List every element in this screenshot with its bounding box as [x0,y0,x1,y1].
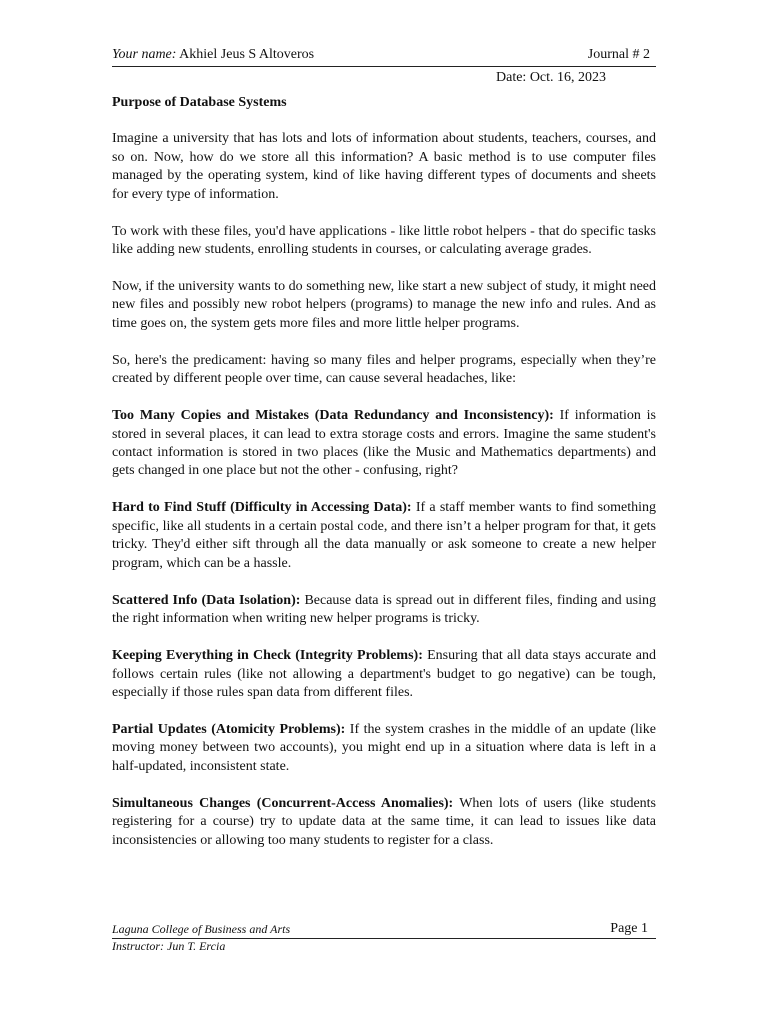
problem-text: When lots of users (like students registering for a course) try to update data at the same time, it can lead to issues like data inconsistencies or allowing too many students to register for a class. [112,795,656,848]
problem-term: Partial Updates (Atomicity Problems): [112,721,346,737]
problem-isolation [112,592,656,629]
document-body [112,94,656,869]
page-footer [112,918,656,939]
paragraph-intro: Imagine a university that has lots and lots of information about students, teachers, courses, and so on. Now, how do we store all this information? A basic method is to use computer files managed by the operating system, kind of like having different types of documents and sheets for every type of information. [112,131,656,202]
problem-text: If a staff member wants to find something specific, like all students in a certain postal code, and there isn’t a helper program for that, it gets tricky. They'd either sift through all the data manually or ask someone to create a new helper program, which can be a hassle. [112,500,656,571]
problem-atomicity [112,721,656,776]
problem-access [112,499,656,573]
page-number: Page 1 [610,921,648,936]
author-name: Akhiel Jeus S Altoveros [179,47,315,62]
problem-term: Too Many Copies and Mistakes (Data Redundancy and Inconsistency): [112,408,554,424]
problem-text: If the system crashes in the middle of an update (like moving money between two accounts), you might end up in a situation where data is left in a half-updated, inconsistent state. [112,721,656,774]
problem-term: Hard to Find Stuff (Difficulty in Accessing Data): [112,500,412,516]
problem-term: Keeping Everything in Check (Integrity Problems): [112,648,423,664]
paragraph-new-subject: Now, if the university wants to do something new, like start a new subject of study, it might need new files and possibly new robot helpers (programs) to manage the new info and rules. And as time goes on, the system gets more files and more little helper programs. [112,279,656,331]
problem-concurrency [112,795,656,850]
paragraph-applications: To work with these files, you'd have applications - like little robot helpers - that do specific tasks like adding new students, enrolling students in courses, or calculating average grades. [112,223,656,258]
document-title: Purpose of Database Systems [112,95,287,110]
paragraph-predicament: So, here's the predicament: having so many files and helper programs, especially when they’re created by different people over time, can cause several headaches, like: [112,352,656,387]
problem-term: Scattered Info (Data Isolation): [112,592,301,608]
problem-text: Because data is spread out in different files, finding and using the right information when writing new helper programs is tricky. [112,592,656,627]
instructor-name: Instructor: Jun T. Ercia [112,940,226,953]
problem-text: Ensuring that all data stays accurate and follows certain rules (like not allowing a department's budget to go negative) can be tough, especially if those rules span data from different files. [112,648,656,700]
problem-text: If information is stored in several places, it can lead to extra storage costs and errors. Imagine the same student's contact information is stored in two places (like the Music and Mathematics departments) and gets changed in one place but not the other - confusing, right? [112,408,657,479]
author-line [112,47,314,63]
problem-term: Simultaneous Changes (Concurrent-Access Anomalies): [112,795,454,811]
problem-integrity [112,647,656,702]
problem-redundancy [112,407,656,481]
journal-number: Journal # 2 [587,47,650,62]
name-label: Your name: [112,47,177,62]
college-name: Laguna College of Business and Arts [112,922,291,936]
journal-date: Date: Oct. 16, 2023 [496,70,607,85]
page-header [112,46,656,67]
